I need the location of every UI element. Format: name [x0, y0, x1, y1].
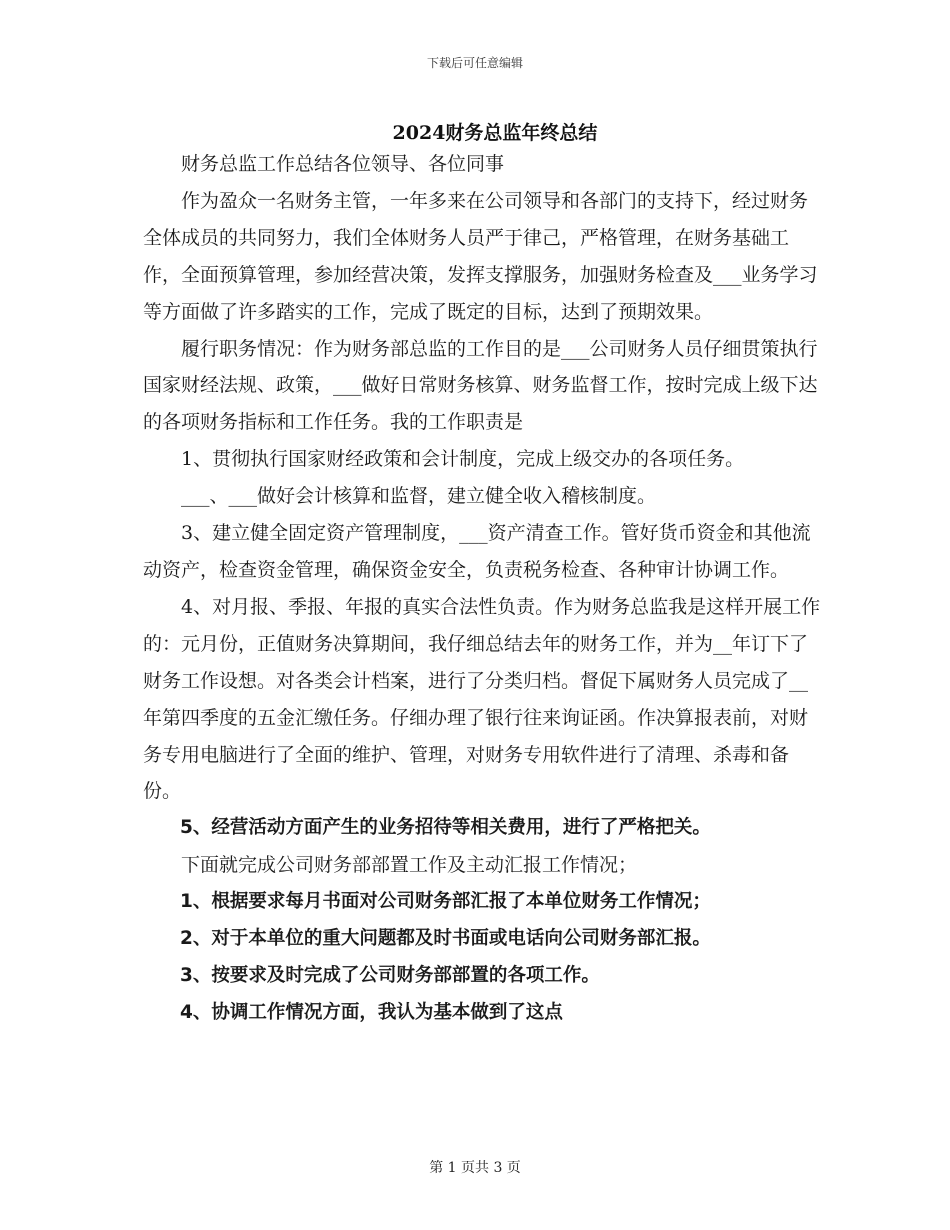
header-note: 下载后可任意编辑 — [426, 56, 523, 70]
paragraph-salutation: 财务总监工作总结各位领导、各位同事 — [181, 153, 505, 175]
paragraph-duty-1: 1、贯彻执行国家财经政策和会计制度，完成上级交办的各项任务。 — [181, 448, 745, 471]
paragraph-report-3: 3、按要求及时完成了公司财务部部置的各项工作。 — [180, 964, 600, 986]
document-title: 2024财务总监年终总结 — [392, 122, 598, 144]
paragraph-duty-5: 5、经营活动方面产生的业务招待等相关费用，进行了严格把关。 — [180, 817, 711, 839]
paragraph-duty-4: 4、对月报、季报、年报的真实合法性负责。作为财务总监我是这样开展工作的：元月份，正值财务决算期间，我仔细总结去年的财务工作，并为__年订下了财务工作设想。对各类会计档案，进行了分类归档。督促下属财务人员完成了__年第四季度的五金汇缴任务。仔细办理了银行往来询证函。作决算报表前，对财务专用电脑进行了全面的维护、管理，对财务专用软件进行了清理、杀毒和备份。 — [143, 595, 821, 803]
paragraph-intro: 作为盈众一名财务主管，一年多来在公司领导和各部门的支持下，经过财务全体成员的共同努力，我们全体财务人员严于律己，严格管理，在财务基础工作，全面预算管理，参加经营决策，发挥支撑服务，加强财务检查及___业务学习等方面做了许多踏实的工作，完成了既定的目标，达到了预期效果。 — [143, 189, 818, 323]
paragraph-report-4: 4、协调工作情况方面，我认为基本做到了这点 — [180, 1001, 563, 1023]
document-body — [143, 146, 823, 1032]
paragraph-report-2: 2、对于本单位的重大问题都及时书面或电话向公司财务部汇报。 — [180, 928, 711, 950]
paragraph-report-intro: 下面就完成公司财务部部置工作及主动汇报工作情况； — [181, 854, 638, 877]
paragraph-duties: 履行职务情况：作为财务部总监的工作目的是___公司财务人员仔细贯策执行国家财经法规、政策，___做好日常财务核算、财务监督工作，按时完成上级下达的各项财务指标和工作任务。我的工作职责是 — [143, 337, 818, 434]
paragraph-duty-3: 3、建立健全固定资产管理制度，___资产清查工作。管好货币资金和其他流动资产，检查资金管理，确保资金安全，负责税务检查、各种审计协调工作。 — [143, 522, 811, 581]
paragraph-duty-2: ___、___做好会计核算和监督，建立健全收入稽核制度。 — [181, 485, 657, 508]
page-number: 第 1 页共 3 页 — [429, 1160, 521, 1176]
paragraph-report-1: 1、根据要求每月书面对公司财务部汇报了本单位财务工作情况； — [180, 891, 711, 913]
